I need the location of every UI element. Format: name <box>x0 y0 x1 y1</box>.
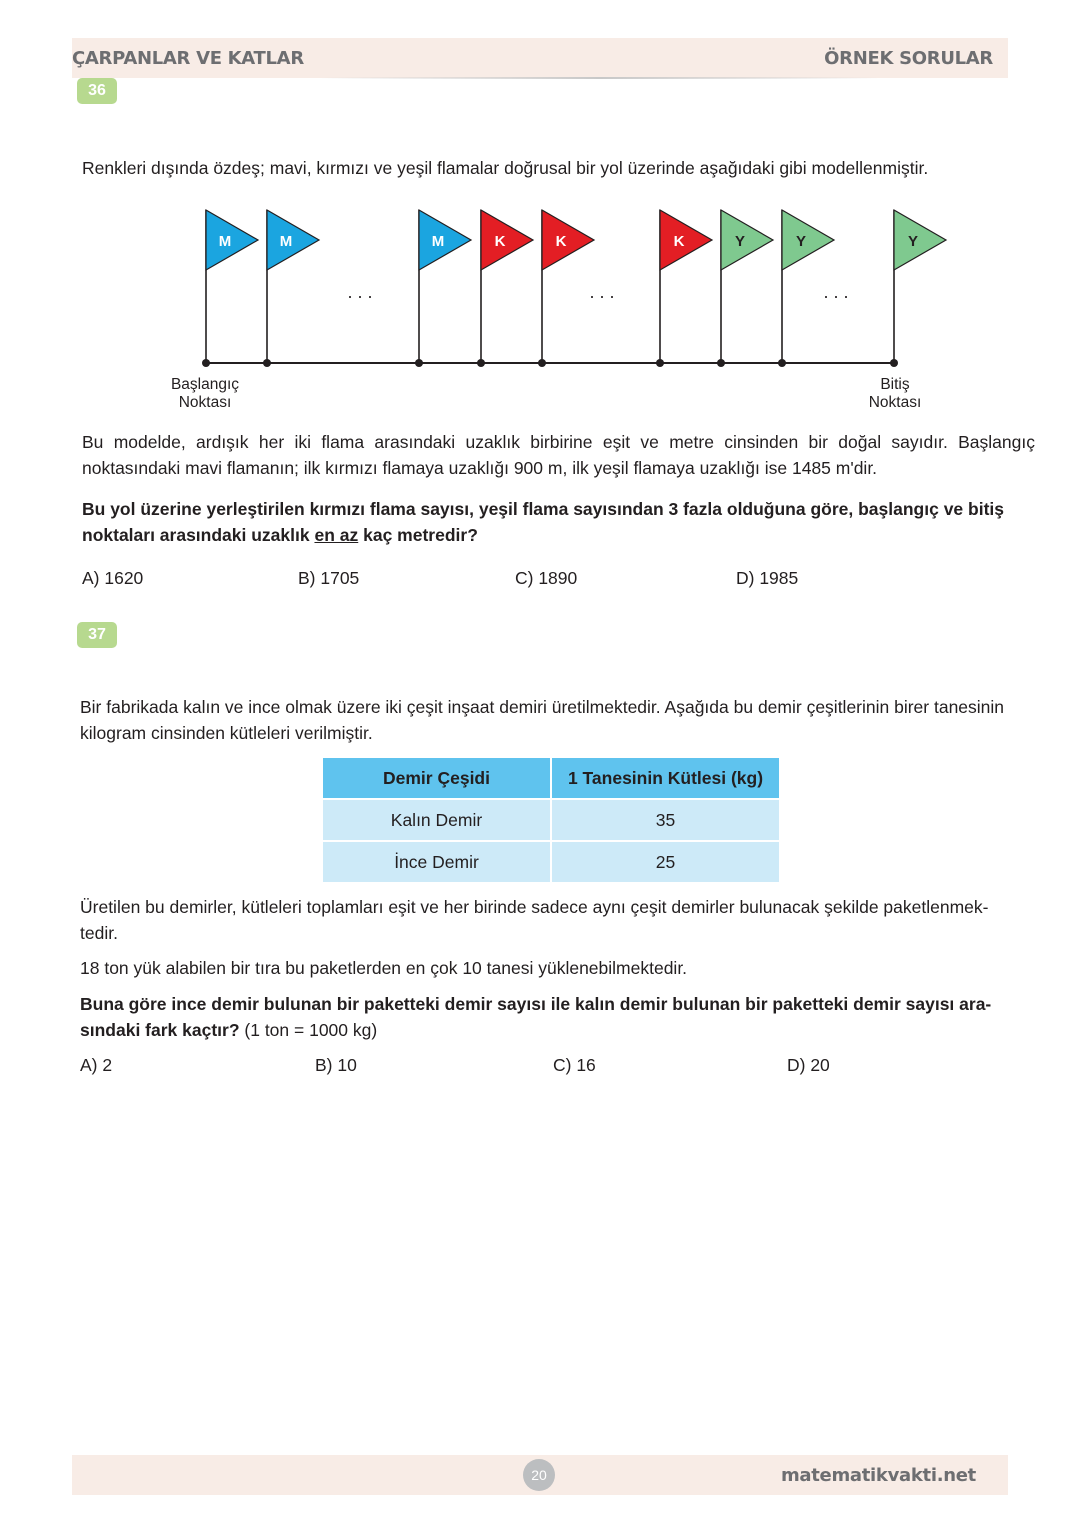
flag-letter: K <box>555 233 567 250</box>
flag-letter: Y <box>907 233 919 250</box>
flag-letter: Y <box>795 233 807 250</box>
table-cell: 25 <box>551 841 780 883</box>
ellipsis-1: . . . <box>347 282 373 302</box>
end-label-line2: Noktası <box>868 394 922 411</box>
question-number-36: 36 <box>77 78 117 104</box>
q37-question-note: (1 ton = 1000 kg) <box>239 1020 378 1040</box>
q36-question <box>82 496 1035 548</box>
flag-letter: M <box>431 233 445 250</box>
q36-option-c[interactable]: C) 1890 <box>515 568 578 588</box>
flag-pennant <box>206 210 258 270</box>
flag-road-figure <box>0 200 1080 375</box>
table-row <box>322 799 780 841</box>
table-header-mass: 1 Tanesinin Kütlesi (kg) <box>551 757 780 799</box>
flag-k <box>656 210 712 367</box>
q36-option-b[interactable]: B) 1705 <box>298 568 360 588</box>
q37-option-a[interactable]: A) 2 <box>80 1055 113 1075</box>
ellipsis-3: . . . <box>823 282 849 302</box>
flag-pennant <box>267 210 319 270</box>
flag-k <box>538 210 594 367</box>
q36-body: Bu modelde, ardışık her iki flama arasındaki uzaklık birbirine eşit ve metre cinsinden bir doğal sayıdır. Başlangıç noktasındaki mavi flamanın; ilk kırmızı flamaya uzaklığı 900 m, ilk yeşil flamaya uzaklığı ise 1485 m'dir. <box>82 432 1035 478</box>
road-point <box>717 359 725 367</box>
q36-intro: Renkleri dışında özdeş; mavi, kırmızı ve yeşil flamalar doğrusal bir yol üzerinde aşağıdaki gibi modellenmiştir. <box>82 158 929 178</box>
end-label-line1: Bitiş <box>880 376 910 393</box>
road-point <box>890 359 898 367</box>
q37-question-bold: Buna göre ince demir bulunan bir paketteki demir sayısı ile kalın demir bulunan bir paketteki demir sayısı ara-sındaki fark kaçtır? <box>80 994 992 1040</box>
flag-letter: Y <box>734 233 746 250</box>
start-point-label <box>145 376 265 412</box>
q36-question-underlined: en az <box>314 525 359 545</box>
flag-y <box>890 210 946 367</box>
road-point <box>778 359 786 367</box>
flag-pennant <box>542 210 594 270</box>
flag-m <box>263 210 319 367</box>
flag-letter: M <box>218 233 232 250</box>
table-cell: İnce Demir <box>322 841 551 883</box>
flag-k <box>477 210 533 367</box>
flag-pennant <box>782 210 834 270</box>
flag-pennant <box>894 210 946 270</box>
question-number-37: 37 <box>77 622 117 648</box>
end-point-label <box>835 376 955 412</box>
start-label-line2: Noktası <box>178 394 232 411</box>
q36-question-part2: kaç metredir? <box>358 525 478 545</box>
table-cell: Kalın Demir <box>322 799 551 841</box>
table-cell: 35 <box>551 799 780 841</box>
table-row <box>322 841 780 883</box>
q37-body1: Üretilen bu demirler, kütleleri toplamları eşit ve her birinde sadece aynı çeşit demirler bulunacak şekilde paketlenmek-tedir. <box>80 897 989 943</box>
road-point <box>656 359 664 367</box>
q37-intro: Bir fabrikada kalın ve ince olmak üzere iki çeşit inşaat demiri üretilmektedir. Aşağıda bu demir çeşitlerinin birer tanesinin kilogram cinsinden kütleleri verilmiştir. <box>80 697 1005 743</box>
page-header <box>72 38 1008 78</box>
road-point <box>202 359 210 367</box>
flag-pennant <box>419 210 471 270</box>
road-point <box>477 359 485 367</box>
flag-pennant <box>660 210 712 270</box>
road-point <box>415 359 423 367</box>
flag-m <box>202 210 258 367</box>
q37-option-d[interactable]: D) 20 <box>787 1055 830 1075</box>
q37-option-c[interactable]: C) 16 <box>553 1055 596 1075</box>
flag-letter: K <box>673 233 685 250</box>
flag-letter: K <box>494 233 506 250</box>
q36-question-part1: Bu yol üzerine yerleştirilen kırmızı flama sayısı, yeşil flama sayısından 3 fazla olduğuna göre, başlangıç ve bitiş noktaları arasındaki uzaklık <box>82 499 1005 545</box>
table-header-type: Demir Çeşidi <box>322 757 551 799</box>
q36-option-d[interactable]: D) 1985 <box>736 568 799 588</box>
iron-mass-table <box>321 756 781 884</box>
header-divider <box>320 77 880 79</box>
flag-pennant <box>481 210 533 270</box>
road-point <box>538 359 546 367</box>
flag-y <box>717 210 773 367</box>
chapter-title: ÇARPANLAR VE KATLAR <box>72 48 304 69</box>
section-title: ÖRNEK SORULAR <box>824 48 993 69</box>
flag-m <box>415 210 471 367</box>
start-label-line1: Başlangıç <box>170 376 240 393</box>
flag-letter: M <box>279 233 293 250</box>
q37-question <box>80 991 1025 1043</box>
q37-body2: 18 ton yük alabilen bir tıra bu paketlerden en çok 10 tanesi yüklenebilmektedir. <box>80 958 688 978</box>
ellipsis-2: . . . <box>589 282 615 302</box>
site-name: matematikvakti.net <box>780 1465 976 1486</box>
table-header-row <box>322 757 780 799</box>
page-number: 20 <box>523 1459 555 1491</box>
road-point <box>263 359 271 367</box>
flag-pennant <box>721 210 773 270</box>
q37-option-b[interactable]: B) 10 <box>315 1055 357 1075</box>
q36-option-a[interactable]: A) 1620 <box>82 568 144 588</box>
